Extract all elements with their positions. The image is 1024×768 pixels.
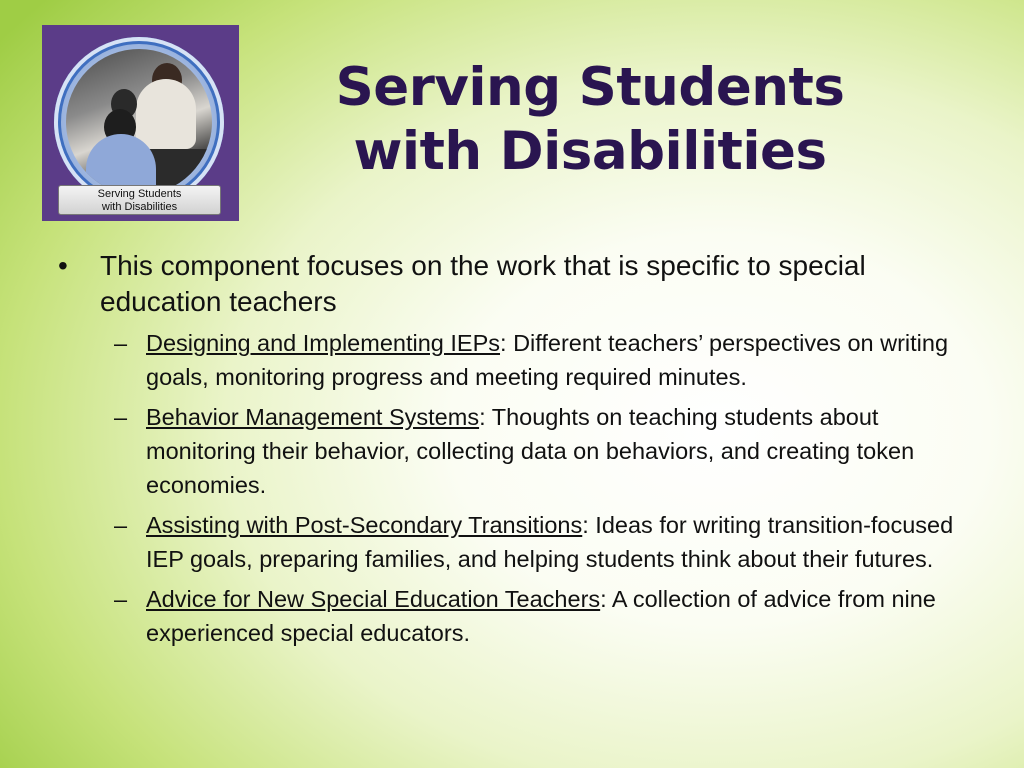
slide-content xyxy=(58,248,988,650)
dash-mark: – xyxy=(114,512,128,538)
logo-ring xyxy=(54,37,224,207)
sub-item-ieps xyxy=(58,326,976,394)
dash-mark: – xyxy=(114,330,128,356)
link-advice-new-teachers[interactable]: Advice for New Special Education Teachers xyxy=(146,586,601,612)
slide-title-line2: with Disabilities xyxy=(353,121,827,182)
link-behavior-management[interactable]: Behavior Management Systems xyxy=(146,404,480,430)
bullet-mark: • xyxy=(58,250,68,281)
link-designing-ieps[interactable]: Designing and Implementing IEPs xyxy=(146,330,501,356)
dash-mark: – xyxy=(114,586,128,612)
sub-item-text: : Thoughts on teaching students about monitoring their behavior, collecting data on behaviors, and creating token economies. xyxy=(146,404,915,498)
sub-item-transitions xyxy=(58,508,976,576)
sub-item-text: : Different teachers’ perspectives on writing goals, monitoring progress and meeting required minutes. xyxy=(146,330,949,390)
sub-item-text: : A collection of advice from nine experienced special educators. xyxy=(146,586,936,646)
logo-label xyxy=(58,185,221,215)
slide-title xyxy=(260,56,920,184)
sub-item-behavior xyxy=(58,400,976,502)
slide-title-line1: Serving Students xyxy=(335,57,845,118)
classroom-photo xyxy=(66,49,212,195)
main-bullet-text: This component focuses on the work that is specific to special education teachers xyxy=(100,250,866,317)
dash-mark: – xyxy=(114,404,128,430)
sub-item-advice xyxy=(58,582,976,650)
main-bullet xyxy=(58,248,988,320)
sub-item-text: : Ideas for writing transition-focused IEP goals, preparing families, and helping students think about their futures. xyxy=(146,512,954,572)
link-post-secondary-transitions[interactable]: Assisting with Post-Secondary Transitions xyxy=(146,512,583,538)
logo-label-line1: Serving Students xyxy=(97,188,182,200)
module-logo xyxy=(42,25,239,221)
logo-label-line2: with Disabilities xyxy=(101,201,178,213)
